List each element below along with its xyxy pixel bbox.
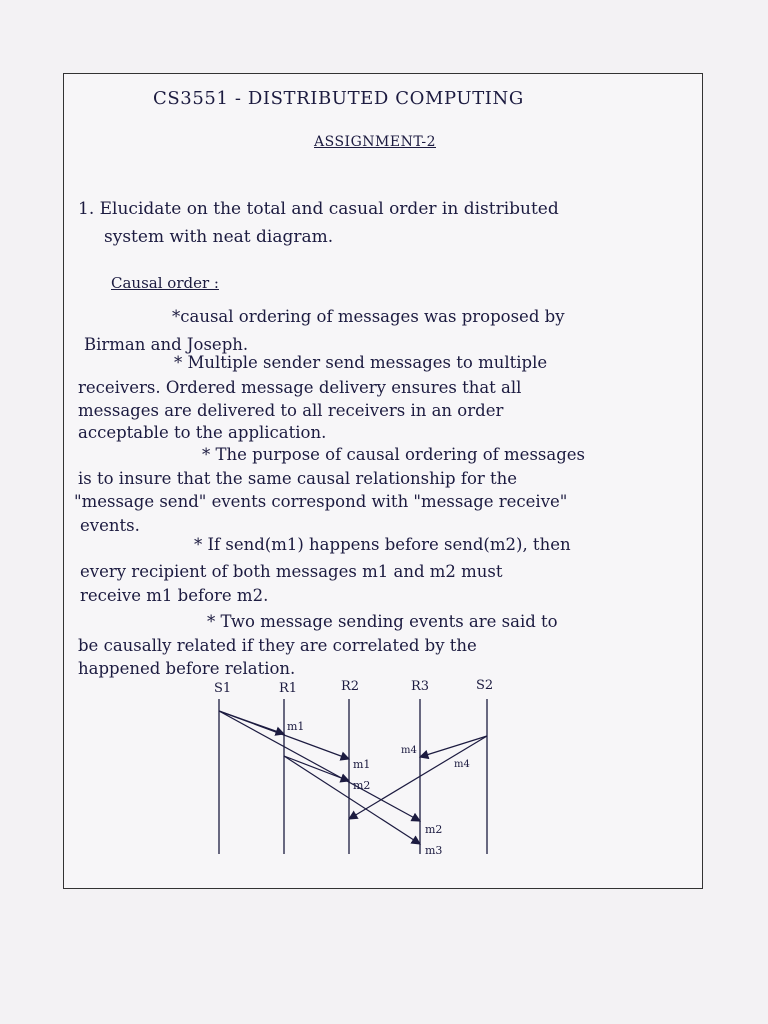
body-line: * Two message sending events are said to bbox=[207, 612, 558, 631]
body-line: * If send(m1) happens before send(m2), then bbox=[194, 535, 571, 554]
body-line: Birman and Joseph. bbox=[84, 335, 249, 354]
message-arrow bbox=[284, 756, 420, 844]
assignment-subtitle: ASSIGNMENT-2 bbox=[314, 134, 436, 150]
process-label: R3 bbox=[411, 679, 430, 694]
question-line: 1. Elucidate on the total and casual order in distributed bbox=[78, 199, 559, 219]
process-label: S2 bbox=[476, 678, 494, 693]
message-label: m2 bbox=[425, 823, 443, 836]
section-heading: Causal order : bbox=[111, 274, 219, 292]
body-line: * Multiple sender send messages to multiple bbox=[174, 353, 548, 372]
page-title: CS3551 - DISTRIBUTED COMPUTING bbox=[153, 88, 524, 109]
message-arrow bbox=[420, 736, 487, 757]
body-line: every recipient of both messages m1 and m2 must bbox=[80, 562, 503, 581]
message-label: m1 bbox=[287, 720, 305, 733]
message-label: m2 bbox=[353, 779, 371, 792]
causal-order-diagram bbox=[64, 674, 704, 874]
body-line: * The purpose of causal ordering of messages bbox=[202, 445, 586, 464]
body-line: is to insure that the same causal relationship for the bbox=[78, 469, 518, 488]
body-line: receivers. Ordered message delivery ensures that all bbox=[78, 378, 522, 397]
body-line: happened before relation. bbox=[78, 659, 296, 678]
message-label: m4 bbox=[454, 759, 470, 770]
body-line: events. bbox=[80, 516, 140, 535]
assignment-page bbox=[63, 73, 703, 889]
body-line: "message send" events correspond with "message receive" bbox=[74, 492, 568, 511]
process-label: R2 bbox=[341, 679, 360, 694]
body-line: messages are delivered to all receivers in an order bbox=[78, 401, 504, 420]
message-arrow bbox=[219, 711, 284, 734]
question-line: system with neat diagram. bbox=[104, 227, 334, 247]
message-arrow bbox=[219, 711, 420, 821]
body-line: *causal ordering of messages was proposed by bbox=[172, 307, 565, 326]
message-arrow bbox=[349, 736, 487, 819]
process-label: R1 bbox=[279, 681, 298, 696]
body-line: acceptable to the application. bbox=[78, 423, 327, 442]
message-label: m3 bbox=[425, 844, 443, 857]
body-line: be causally related if they are correlated by the bbox=[78, 636, 477, 655]
process-label: S1 bbox=[214, 681, 232, 696]
message-label: m1 bbox=[353, 758, 371, 771]
message-label: m4 bbox=[401, 745, 417, 756]
body-line: receive m1 before m2. bbox=[80, 586, 269, 605]
